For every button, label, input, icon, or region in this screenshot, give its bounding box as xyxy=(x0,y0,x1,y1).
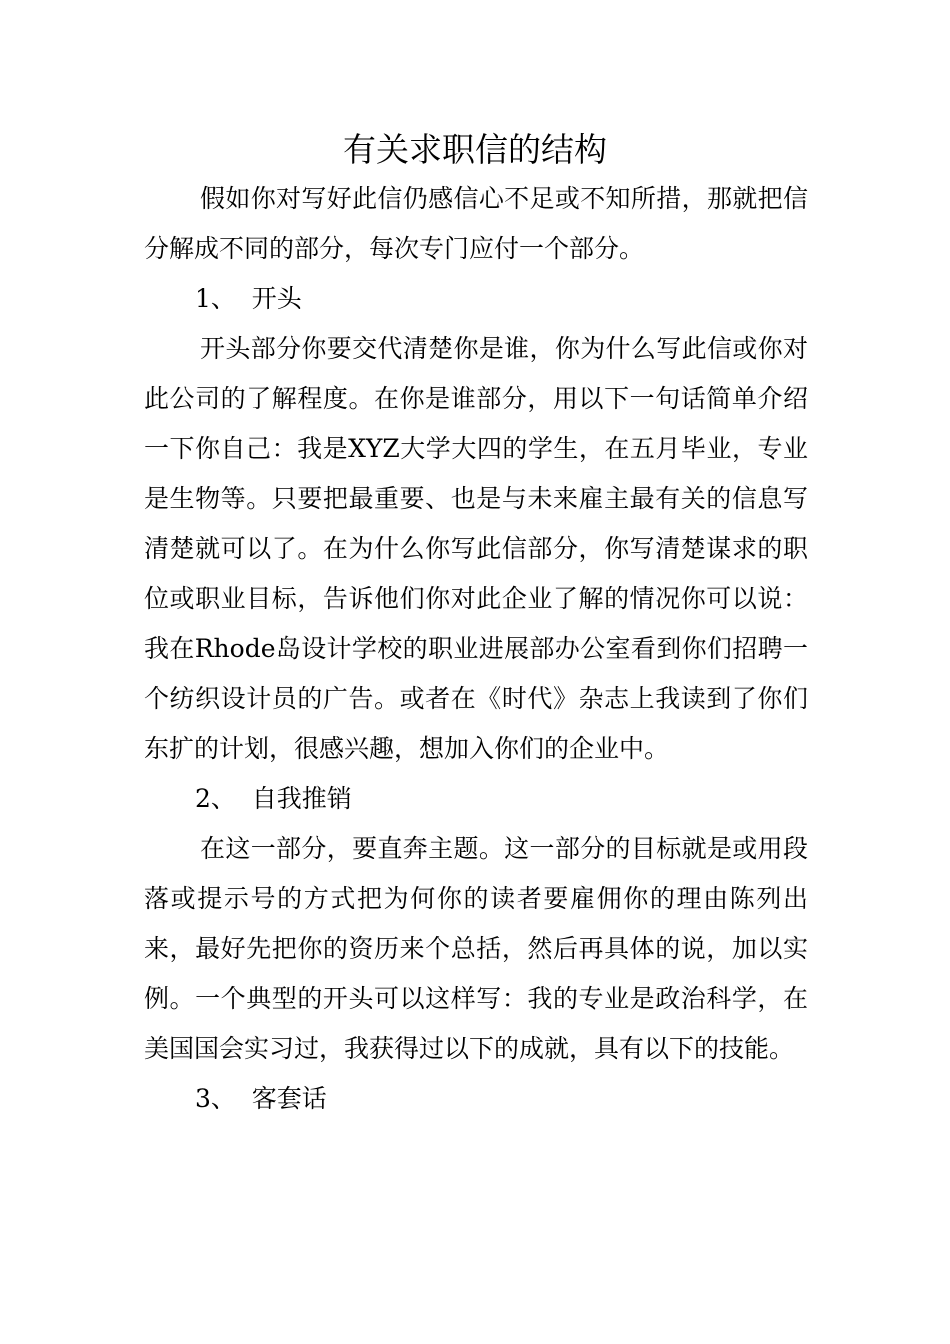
document-title: 有关求职信的结构 xyxy=(343,130,607,169)
document-body xyxy=(144,174,808,1124)
section-heading-self-promotion: 2、 自我推销 xyxy=(195,784,352,813)
section-heading-opening: 1、 开头 xyxy=(195,284,302,313)
section-paragraph-opening: 开头部分你要交代清楚你是谁，你为什么写此信或你对此公司的了解程度。在你是谁部分，用以下一句话简单介绍一下你自己：我是XYZ大学大四的学生，在五月毕业，专业是生物等。只要把最重要、也是与未来雇主最有关的信息写清楚就可以了。在为什么你写此信部分，你写清楚谋求的职位或职业目标，告诉他们你对此企业了解的情况你可以说：我在Rhode岛设计学校的职业进展部办公室看到你们招聘一个纺织设计员的广告。或者在《时代》杂志上我读到了你们东扩的计划，很感兴趣，想加入你们的企业中。 xyxy=(144,334,808,763)
intro-paragraph: 假如你对写好此信仍感信心不足或不知所措，那就把信分解成不同的部分，每次专门应付一个部分。 xyxy=(144,184,808,263)
section-heading-closing-courtesy: 3、 客套话 xyxy=(195,1084,327,1113)
section-paragraph-self-promotion: 在这一部分，要直奔主题。这一部分的目标就是或用段落或提示号的方式把为何你的读者要雇佣你的理由陈列出来，最好先把你的资历来个总括，然后再具体的说，加以实例。一个典型的开头可以这样写：我的专业是政治科学，在美国国会实习过，我获得过以下的成就，具有以下的技能。 xyxy=(144,834,808,1063)
